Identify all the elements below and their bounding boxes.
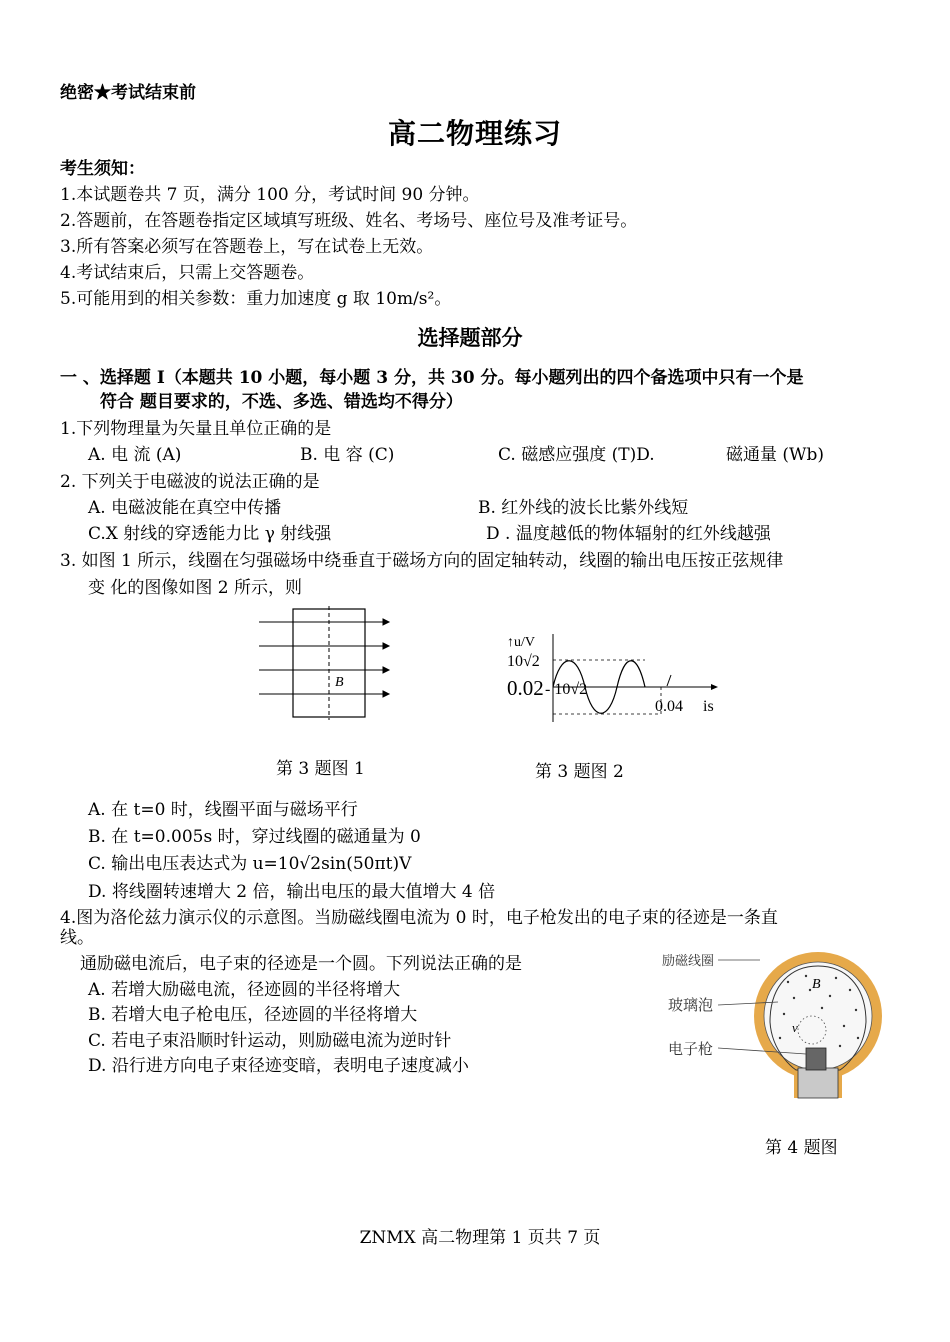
part1-instructions-cont: 符合 题目要求的，不选、多选、错选均不得分） bbox=[100, 392, 463, 412]
q4-stem-cont: 线。 bbox=[60, 928, 94, 948]
q3-figure-1 bbox=[255, 606, 395, 721]
q3-fig2-caption: 第 3 题图 2 bbox=[535, 762, 624, 782]
q3-option-a: A. 在 t=0 时，线圈平面与磁场平行 bbox=[88, 800, 358, 820]
q1-option-d: 磁通量 (Wb) bbox=[726, 445, 825, 465]
tick-004: 0.04 bbox=[655, 698, 683, 715]
q4-stem: 4.图为洛伦兹力演示仪的示意图。当励磁线圈电流为 0 时，电子枪发出的电子束的径迹是一条直 bbox=[60, 908, 778, 928]
field-lines bbox=[259, 619, 389, 697]
velocity-label-v: v bbox=[792, 1020, 798, 1035]
q2-option-c: C.X 射线的穿透能力比 γ 射线强 bbox=[88, 524, 332, 544]
label-electron-gun: 电子枪 bbox=[668, 1040, 714, 1058]
q3-option-b: B. 在 t=0.005s 时，穿过线圈的磁通量为 0 bbox=[88, 827, 421, 847]
q4-option-c: C. 若电子束沿顺时针运动，则励磁电流为逆时针 bbox=[88, 1031, 452, 1051]
page-footer: ZNMX 高二物理第 1 页共 7 页 bbox=[359, 1228, 601, 1248]
part1-instructions: 一 、选择题 I（本题共 10 小题，每小题 3 分，共 30 分。每小题列出的四个备选项中只有一个是 bbox=[60, 368, 804, 388]
q1-stem: 1.下列物理量为矢量且单位正确的是 bbox=[60, 419, 332, 439]
notice-item: 5.可能用到的相关参数：重力加速度 g 取 10m/s²。 bbox=[60, 289, 452, 309]
q3-fig1-caption: 第 3 题图 1 bbox=[276, 759, 365, 779]
q1-option-b: B. 电 容 (C) bbox=[300, 445, 395, 465]
confidential-mark: 绝密★考试结束前 bbox=[60, 83, 196, 103]
trough-label: - 10√2 bbox=[545, 681, 588, 698]
q4-option-b: B. 若增大电子枪电压，径迹圆的半径将增大 bbox=[88, 1005, 418, 1025]
q3-figure-2 bbox=[505, 628, 725, 728]
q1-option-c: C. 磁感应强度 (T)D. bbox=[498, 445, 655, 465]
notice-heading: 考生须知： bbox=[60, 159, 145, 179]
q2-option-a: A. 电磁波能在真空中传播 bbox=[88, 498, 282, 518]
q2-option-b: B. 红外线的波长比紫外线短 bbox=[478, 498, 689, 518]
notice-item: 1.本试题卷共 7 页，满分 100 分，考试时间 90 分钟。 bbox=[60, 185, 480, 205]
y-axis-label: ↑u/V bbox=[507, 635, 535, 650]
q2-option-d: D . 温度越低的物体辐射的红外线越强 bbox=[486, 524, 771, 544]
q3-option-d: D. 将线圈转速增大 2 倍，输出电压的最大值增大 4 倍 bbox=[88, 882, 496, 902]
notice-item: 4.考试结束后，只需上交答题卷。 bbox=[60, 263, 315, 283]
q4-figure bbox=[660, 950, 888, 1105]
q3-option-c: C. 输出电压表达式为 u=10√2sin(50πt)V bbox=[88, 854, 412, 874]
notice-item: 3.所有答案必须写在答题卷上，写在试卷上无效。 bbox=[60, 237, 434, 257]
q4-fig-caption: 第 4 题图 bbox=[765, 1138, 838, 1158]
q3-stem-cont: 变 化的图像如图 2 所示，则 bbox=[88, 578, 303, 598]
electron-gun bbox=[806, 1048, 826, 1070]
q4-stem-cont2: 通励磁电流后，电子束的径迹是一个圆。下列说法正确的是 bbox=[80, 954, 522, 974]
q3-stem: 3. 如图 1 所示，线圈在匀强磁场中绕垂直于磁场方向的固定轴转动，线圈的输出电压按正弦规律 bbox=[60, 551, 784, 571]
label-excitation-coil: 励磁线圈 bbox=[662, 954, 715, 969]
page-title: 高二物理练习 bbox=[387, 117, 562, 150]
label-glass-bulb: 玻璃泡 bbox=[668, 996, 714, 1014]
q1-option-a: A. 电 流 (A) bbox=[88, 445, 182, 465]
gun-base bbox=[798, 1068, 838, 1098]
section-title: 选择题部分 bbox=[417, 325, 523, 350]
field-label-b: B bbox=[335, 675, 344, 690]
notice-item: 2.答题前，在答题卷指定区域填写班级、姓名、考场号、座位号及准考证号。 bbox=[60, 211, 638, 231]
field-label-b: B bbox=[812, 977, 821, 992]
q4-option-d: D. 沿行进方向电子束径迹变暗，表明电子速度减小 bbox=[88, 1056, 469, 1076]
tick-002: 0.02 bbox=[507, 676, 544, 700]
peak-label: 10√2 bbox=[507, 653, 540, 670]
t-axis-unit: is bbox=[703, 698, 714, 715]
q2-stem: 2. 下列关于电磁波的说法正确的是 bbox=[60, 472, 320, 492]
q4-option-a: A. 若增大励磁电流，径迹圆的半径将增大 bbox=[88, 980, 401, 1000]
